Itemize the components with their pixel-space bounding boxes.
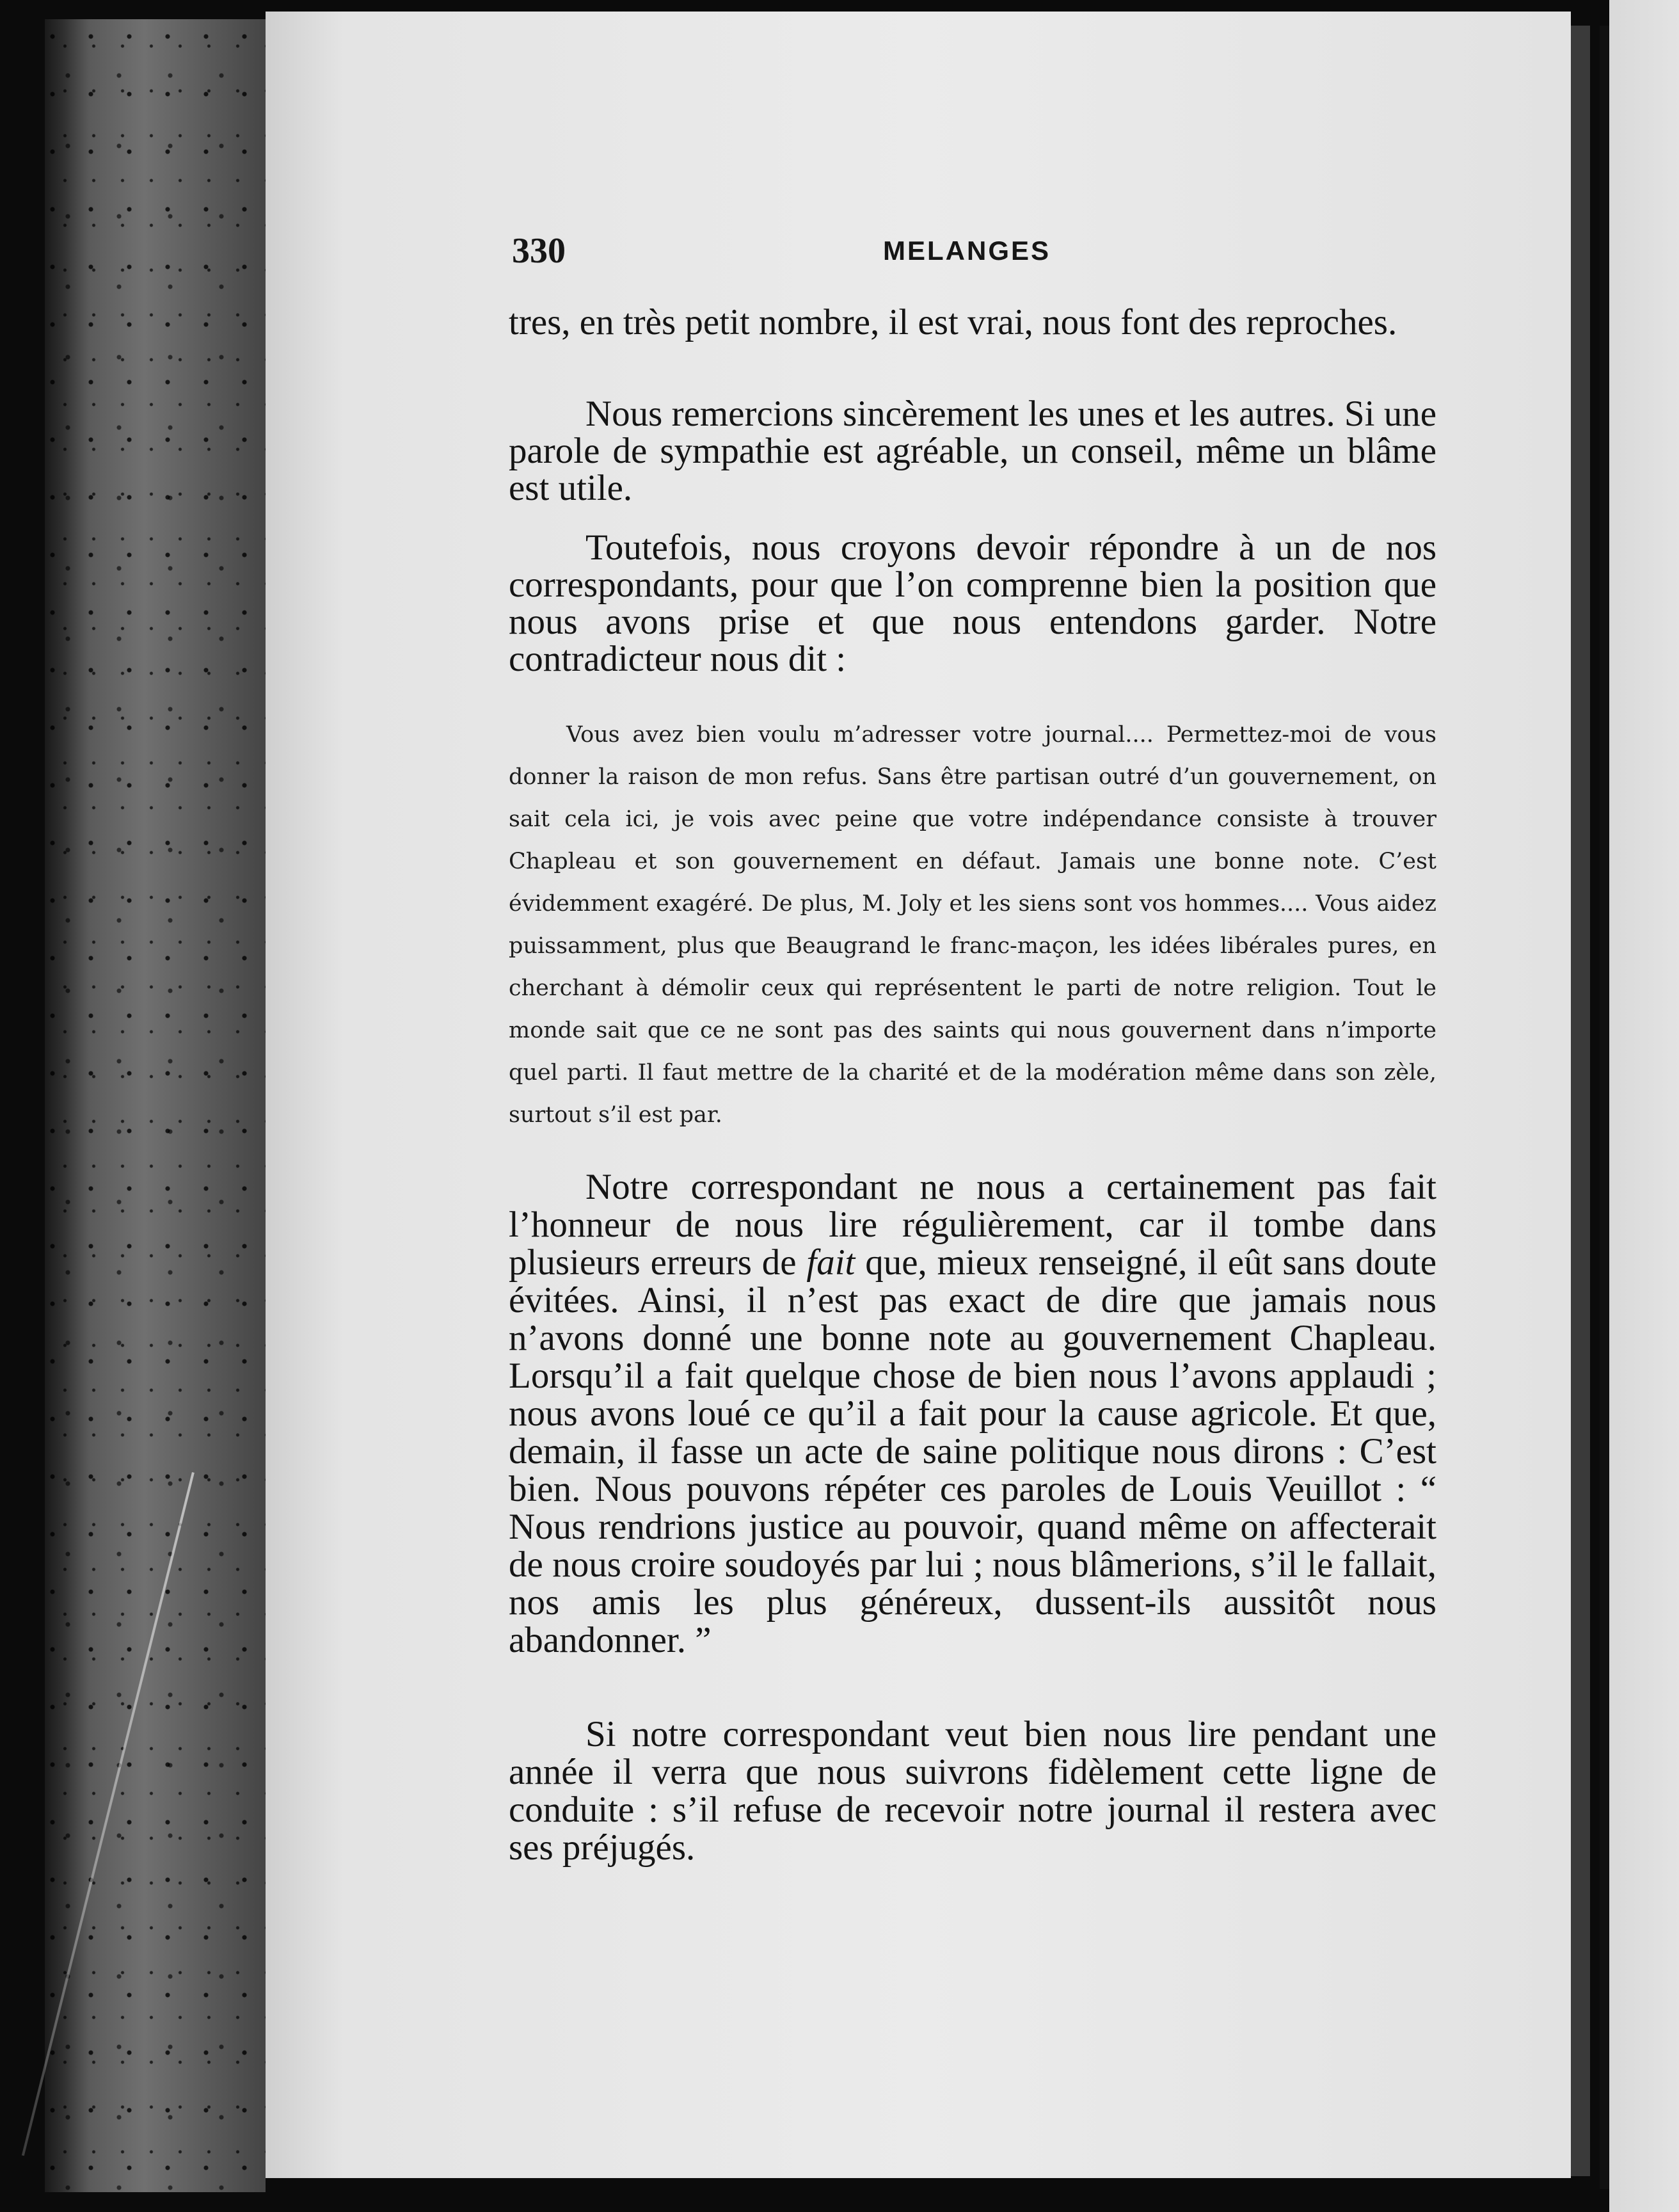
paragraph-block-5 <box>509 1715 1436 1866</box>
paragraph-4 <box>509 1168 1436 1659</box>
paragraph-block-3 <box>509 529 1436 678</box>
paragraph-block-2 <box>509 396 1436 507</box>
page-number: 330 <box>512 231 566 271</box>
paragraph-2: Nous remercions sincèrement les unes et les autres. Si une parole de sympathie est agréable, un conseil, même un blâme est utile. <box>509 394 1436 508</box>
paragraph-4-start: Notre correspondant ne nous a certainement pas fait l’honneur de nous lire régulièrement, car il tombe dans plusieurs erreurs de <box>509 1167 1436 1283</box>
book-spine <box>45 19 266 2192</box>
paragraph-3: Toutefois, nous croyons devoir répondre à un de nos correspondants, pour que l’on comprenne bien la position que nous avons prise et que nous entendons garder. Notre contradicteur nous dit : <box>509 527 1436 679</box>
paragraph-4-end: que, mieux renseigné, il eût sans doute évitées. Ainsi, il n’est pas exact de dire que jamais nous n’avons donné une bonne note au gouvernement Chapleau. Lorsqu’il a fait quelque chose de bien nous l’avons applaudi ; nous avons loué ce qu’il a fait pour la cause agricole. Et que, demain, il fasse un acte de saine politique nous dirons : C’est bien. Nous pouvons répéter ces paroles de Louis Veuillot : “ Nous rendrions justice au pouvoir, quand même on affecterait de nous croire soudoyés par lui ; nous blâmerions, s’il le fallait, nos amis les plus généreux, dussent-ils aussitôt nous abandonner. ” <box>509 1242 1437 1660</box>
page-header <box>512 230 1433 269</box>
paragraph-5: Si notre correspondant veut bien nous lire pendant une année il verra que nous suivrons fidèlement cette ligne de conduite : s’il refuse de recevoir notre journal il restera avec ses préjugés. <box>509 1714 1436 1868</box>
facing-page-edge <box>1609 0 1679 2212</box>
page-edge-shadow <box>1571 26 1590 2176</box>
spine-texture <box>45 19 266 2192</box>
paragraph-continuation <box>509 304 1436 341</box>
emphasis-fait: fait <box>806 1242 855 1283</box>
running-head: MELANGES <box>883 236 1051 266</box>
quoted-letter: Vous avez bien voulu m’adresser votre journal.... Permettez-moi de vous donner la raison de mon refus. Sans être partisan outré d’un gouvernement, on sait cela ici, je vois avec peine que votre indépendance consiste à trouver Chapleau et son gouvernement en défaut. Jamais une bonne note. C’est évidemment exagéré. De plus, M. Joly et les siens sont vos hommes.... Vous aidez puissamment, plus que Beaugrand le franc-maçon, les idées libérales pures, en cherchant à démolir ceux qui représentent le parti de notre religion. Tout le monde sait que ce ne sont pas des saints qui nous gouvernent dans n’importe quel parti. Il faut mettre de la charité et de la modération même dans son zèle, surtout s’il est par. <box>509 722 1436 1128</box>
paragraph-block-4 <box>509 1168 1436 1659</box>
paragraph-1: tres, en très petit nombre, il est vrai, nous font des reproches. <box>509 302 1397 342</box>
